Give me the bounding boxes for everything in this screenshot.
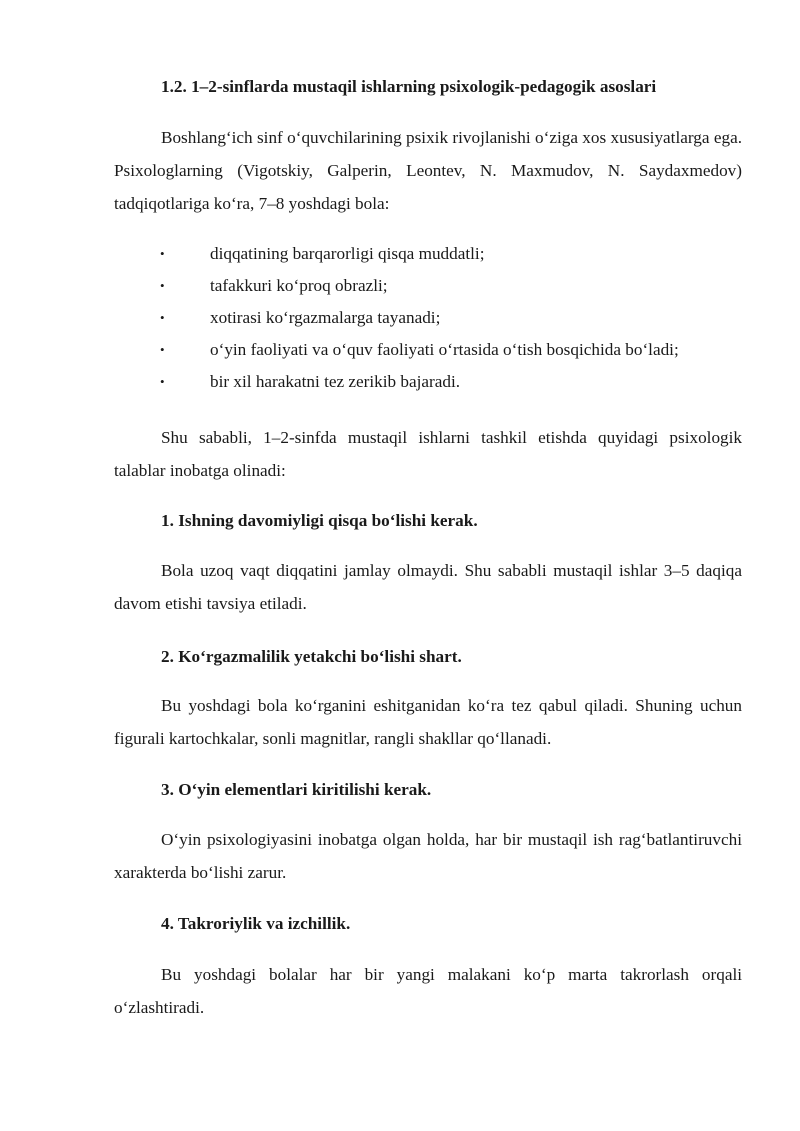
bullet-marker: •: [160, 342, 165, 357]
requirement-heading-4: 4. Takroriylik va izchillik.: [161, 914, 351, 933]
requirement-heading-2: 2. Ko‘rgazmalilik yetakchi bo‘lishi shart.: [161, 647, 462, 666]
requirement-text-2: Bu yoshdagi bola ko‘rganini eshitganidan ko‘ra tez qabul qiladi. Shuning uchun figurali kartochkalar, sonli magnitlar, rangli shakllar qo‘llanadi.: [114, 696, 742, 748]
list-item: [114, 302, 742, 334]
list-item-text: tafakkuri ko‘proq obrazli;: [210, 276, 388, 295]
list-item-text: o‘yin faoliyati va o‘quv faoliyati o‘rtasida o‘tish bosqichida bo‘ladi;: [210, 340, 679, 359]
summary-paragraph: Shu sababli, 1–2-sinfda mustaqil ishlarni tashkil etishda quyidagi psixologik talablar inobatga olinadi:: [114, 428, 742, 480]
requirement-text-1: Bola uzoq vaqt diqqatini jamlay olmaydi. Shu sababli mustaqil ishlar 3–5 daqiqa davom etishi tavsiya etiladi.: [114, 561, 742, 613]
bullet-list: [114, 238, 742, 398]
requirement-heading-3: 3. O‘yin elementlari kiritilishi kerak.: [161, 780, 432, 799]
bullet-marker: •: [160, 310, 165, 325]
bullet-marker: •: [160, 246, 165, 261]
requirement-text-4: Bu yoshdagi bolalar har bir yangi malakani ko‘p marta takrorlash orqali o‘zlashtiradi.: [114, 965, 742, 1017]
bullet-marker: •: [160, 374, 165, 389]
intro-paragraph: Boshlang‘ich sinf o‘quvchilarining psixik rivojlanishi o‘ziga xos xususiyatlarga ega. Psixologlarning (Vigotskiy, Galperin, Leontev, N. Maxmudov, N. Saydaxmedov) tadqiqotlariga ko‘ra, 7–8 yoshdagi bola:: [114, 128, 742, 213]
section-title: 1.2. 1–2-sinflarda mustaqil ishlarning psixologik-pedagogik asoslari: [161, 77, 657, 96]
list-item-text: diqqatining barqarorligi qisqa muddatli;: [210, 244, 485, 263]
list-item: [114, 270, 742, 302]
bullet-marker: •: [160, 278, 165, 293]
list-item-text: xotirasi ko‘rgazmalarga tayanadi;: [210, 308, 441, 327]
list-item-text: bir xil harakatni tez zerikib bajaradi.: [210, 372, 461, 391]
requirement-heading-1: 1. Ishning davomiyligi qisqa bo‘lishi kerak.: [161, 511, 478, 530]
list-item: [114, 238, 742, 270]
list-item: [114, 366, 742, 398]
requirement-text-3: O‘yin psixologiyasini inobatga olgan holda, har bir mustaqil ish rag‘batlantiruvchi xarakterda bo‘lishi zarur.: [114, 830, 742, 882]
list-item: [114, 334, 742, 366]
